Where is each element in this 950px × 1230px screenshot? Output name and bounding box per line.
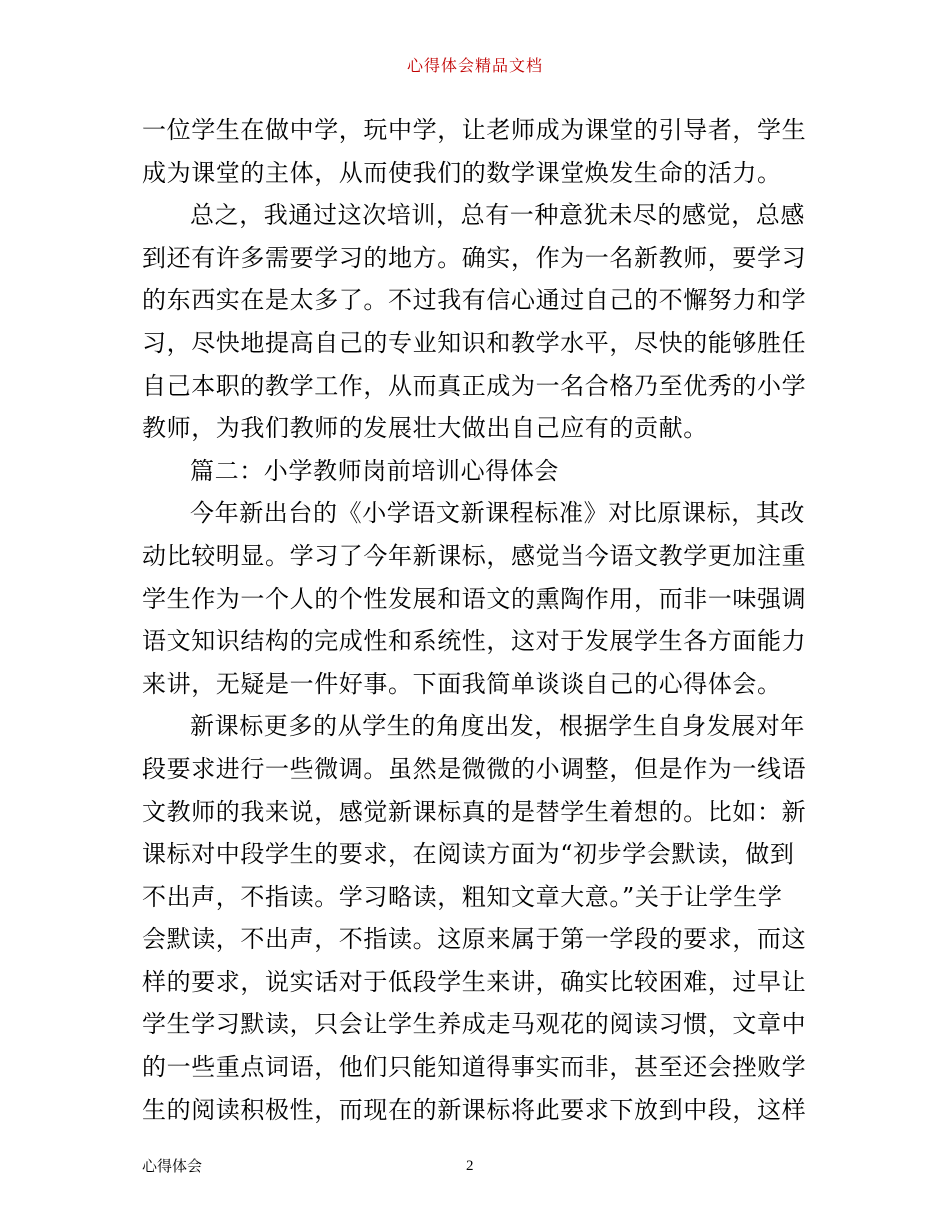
text-line: 动比较明显。学习了今年新课标，感觉当今语文教学更加注重 (142, 541, 807, 570)
text-line: 新课标更多的从学生的角度出发，根据学生自身发展对年 (190, 712, 805, 741)
text-line: 篇二：小学教师岗前培训心得体会 (190, 456, 559, 485)
document-header: 心得体会精品文档 (406, 56, 543, 75)
text-line: 习，尽快地提高自己的专业知识和教学水平，尽快的能够胜任 (142, 328, 807, 357)
text-line: 一位学生在做中学，玩中学，让老师成为课堂的引导者，学生 (142, 116, 807, 144)
text-line: 自己本职的教学工作，从而真正成为一名合格乃至优秀的小学 (142, 371, 807, 400)
text-line: 成为课堂的主体，从而使我们的数学课堂焕发生命的活力。 (142, 158, 782, 187)
text-line: 的东西实在是太多了。不过我有信心通过自己的不懈努力和学 (142, 286, 807, 315)
text-line: 不出声，不指读。学习略读，粗知文章大意。”关于让学生学 (142, 882, 783, 911)
text-line: 来讲，无疑是一件好事。下面我简单谈谈自己的心得体会。 (142, 669, 782, 698)
text-line: 教师，为我们教师的发展壮大做出自己应有的贡献。 (142, 414, 708, 443)
text-line: 学生作为一个人的个性发展和语文的熏陶作用，而非一味强调 (142, 584, 807, 613)
text-line: 会默读，不出声，不指读。这原来属于第一学段的要求，而这 (142, 925, 807, 954)
text-line: 段要求进行一些微调。虽然是微微的小调整，但是作为一线语 (142, 754, 807, 783)
text-line: 文教师的我来说，感觉新课标真的是替学生着想的。比如：新 (142, 797, 807, 826)
text-line: 到还有许多需要学习的地方。确实，作为一名新教师，要学习 (142, 243, 807, 272)
document-body (142, 109, 810, 1131)
text-line: 总之，我通过这次培训，总有一种意犹未尽的感觉，总感 (190, 201, 805, 230)
footer-label: 心得体会 (142, 1157, 203, 1175)
text-line: 语文知识结构的完成性和系统性，这对于发展学生各方面能力 (142, 627, 807, 656)
text-line: 今年新出台的《小学语文新课程标准》对比原课标，其改 (190, 499, 805, 528)
text-line: 生的阅读积极性，而现在的新课标将此要求下放到中段，这样 (142, 1095, 807, 1124)
text-line: 学生学习默读，只会让学生养成走马观花的阅读习惯，文章中 (142, 1010, 807, 1039)
page-number: 2 (466, 1158, 474, 1174)
text-line: 样的要求，说实话对于低段学生来讲，确实比较困难，过早让 (142, 967, 807, 996)
text-line: 的一些重点词语，他们只能知道得事实而非，甚至还会挫败学 (142, 1053, 807, 1082)
text-line: 课标对中段学生的要求，在阅读方面为“初步学会默读，做到 (142, 840, 795, 869)
